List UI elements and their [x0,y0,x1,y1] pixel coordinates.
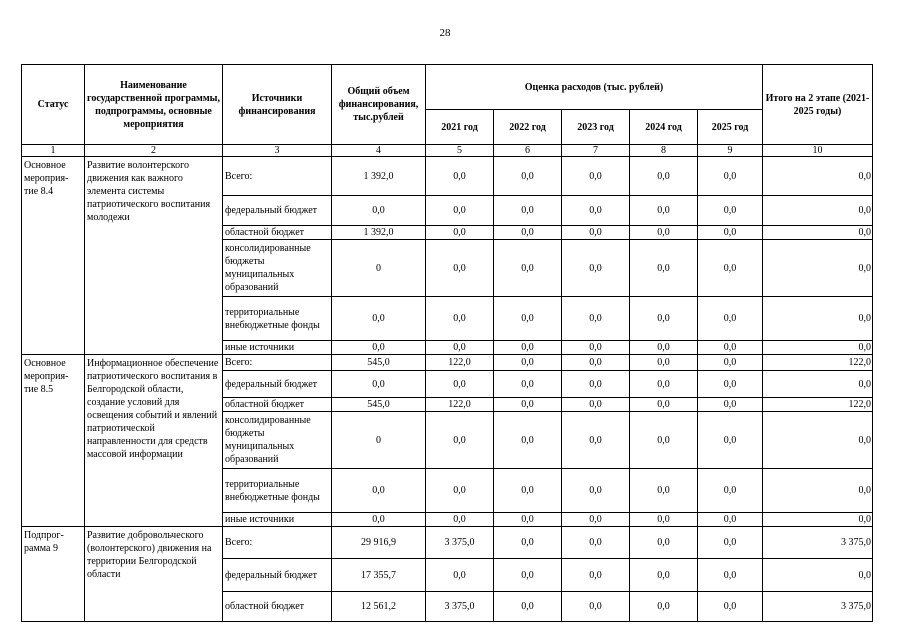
stage-total-cell: 0,0 [763,341,873,355]
total-cell: 1 392,0 [332,157,426,196]
year-2022-cell: 0,0 [494,157,562,196]
year-2022-cell: 0,0 [494,412,562,469]
stage-total-cell: 0,0 [763,412,873,469]
year-2025-cell: 0,0 [698,592,763,622]
year-2022-cell: 0,0 [494,240,562,297]
year-2023-cell: 0,0 [562,196,630,226]
source-cell: областной бюджет [223,592,332,622]
year-2021-cell: 0,0 [426,226,494,240]
stage-total-cell: 0,0 [763,371,873,398]
year-2023-cell: 0,0 [562,226,630,240]
year-2022-cell: 0,0 [494,469,562,513]
total-cell: 0 [332,240,426,297]
total-cell: 0,0 [332,341,426,355]
column-number: 9 [698,145,763,157]
stage-total-cell: 0,0 [763,157,873,196]
header-year-2024: 2024 год [630,110,698,145]
column-number: 4 [332,145,426,157]
column-number: 3 [223,145,332,157]
program-name-cell: Развитие добровольческого (волонтерского) движения на территории Белгородской области [85,527,223,622]
stage-total-cell: 0,0 [763,559,873,592]
year-2024-cell: 0,0 [630,469,698,513]
year-2024-cell: 0,0 [630,371,698,398]
source-cell: иные источники [223,513,332,527]
program-name-cell: Информационное обеспечение патриотического воспитания в Белгородской области, создание условий для освещения событий и явлений патриотической направленности для средств массовой информации [85,355,223,527]
year-2023-cell: 0,0 [562,527,630,559]
total-cell: 545,0 [332,355,426,371]
year-2025-cell: 0,0 [698,371,763,398]
year-2025-cell: 0,0 [698,513,763,527]
column-number: 6 [494,145,562,157]
header-year-2021: 2021 год [426,110,494,145]
source-cell: иные источники [223,341,332,355]
year-2023-cell: 0,0 [562,513,630,527]
year-2021-cell: 0,0 [426,371,494,398]
total-cell: 12 561,2 [332,592,426,622]
year-2023-cell: 0,0 [562,559,630,592]
stage-total-cell: 0,0 [763,297,873,341]
year-2021-cell: 122,0 [426,355,494,371]
column-number: 1 [22,145,85,157]
year-2022-cell: 0,0 [494,355,562,371]
year-2023-cell: 0,0 [562,412,630,469]
year-2021-cell: 0,0 [426,412,494,469]
stage-total-cell: 0,0 [763,469,873,513]
status-cell: Основное мероприя-тие 8.4 [22,157,85,355]
stage-total-cell: 3 375,0 [763,592,873,622]
stage-total-cell: 3 375,0 [763,527,873,559]
header-total-volume: Общий объем финансирования, тыс.рублей [332,65,426,145]
budget-table [21,64,873,622]
year-2024-cell: 0,0 [630,240,698,297]
year-2024-cell: 0,0 [630,226,698,240]
page-number: 28 [439,27,451,39]
year-2025-cell: 0,0 [698,341,763,355]
stage-total-cell: 0,0 [763,196,873,226]
year-2021-cell: 0,0 [426,240,494,297]
year-2025-cell: 0,0 [698,398,763,412]
total-cell: 0,0 [332,297,426,341]
year-2023-cell: 0,0 [562,157,630,196]
source-cell: областной бюджет [223,226,332,240]
status-cell: Подпрог-рамма 9 [22,527,85,622]
header-year-2023: 2023 год [562,110,630,145]
stage-total-cell: 0,0 [763,226,873,240]
year-2024-cell: 0,0 [630,559,698,592]
year-2024-cell: 0,0 [630,592,698,622]
year-2025-cell: 0,0 [698,412,763,469]
year-2022-cell: 0,0 [494,341,562,355]
total-cell: 1 392,0 [332,226,426,240]
year-2024-cell: 0,0 [630,513,698,527]
year-2023-cell: 0,0 [562,355,630,371]
year-2025-cell: 0,0 [698,240,763,297]
year-2021-cell: 122,0 [426,398,494,412]
stage-total-cell: 0,0 [763,513,873,527]
year-2021-cell: 0,0 [426,297,494,341]
column-number: 8 [630,145,698,157]
year-2023-cell: 0,0 [562,469,630,513]
year-2024-cell: 0,0 [630,355,698,371]
total-cell: 0,0 [332,371,426,398]
total-cell: 0,0 [332,469,426,513]
year-2022-cell: 0,0 [494,559,562,592]
source-cell: федеральный бюджет [223,196,332,226]
status-cell: Основное мероприя-тие 8.5 [22,355,85,527]
column-numbers-row [22,145,873,157]
stage-total-cell: 0,0 [763,240,873,297]
header-status: Статус [22,65,85,145]
year-2021-cell: 0,0 [426,469,494,513]
year-2024-cell: 0,0 [630,196,698,226]
year-2021-cell: 3 375,0 [426,592,494,622]
source-cell: областной бюджет [223,398,332,412]
year-2023-cell: 0,0 [562,398,630,412]
year-2025-cell: 0,0 [698,196,763,226]
source-cell: территориальные внебюджетные фонды [223,297,332,341]
year-2021-cell: 3 375,0 [426,527,494,559]
year-2022-cell: 0,0 [494,527,562,559]
column-number: 7 [562,145,630,157]
year-2024-cell: 0,0 [630,527,698,559]
year-2025-cell: 0,0 [698,559,763,592]
year-2021-cell: 0,0 [426,559,494,592]
year-2025-cell: 0,0 [698,226,763,240]
total-cell: 29 916,9 [332,527,426,559]
year-2025-cell: 0,0 [698,527,763,559]
source-cell: Всего: [223,157,332,196]
column-number: 5 [426,145,494,157]
year-2025-cell: 0,0 [698,157,763,196]
year-2021-cell: 0,0 [426,196,494,226]
year-2022-cell: 0,0 [494,398,562,412]
year-2022-cell: 0,0 [494,226,562,240]
year-2022-cell: 0,0 [494,513,562,527]
year-2025-cell: 0,0 [698,355,763,371]
source-cell: территориальные внебюджетные фонды [223,469,332,513]
total-cell: 0 [332,412,426,469]
column-number: 10 [763,145,873,157]
source-cell: федеральный бюджет [223,559,332,592]
header-name: Наименование государственной программы, подпрограммы, основные мероприятия [85,65,223,145]
year-2023-cell: 0,0 [562,371,630,398]
total-cell: 0,0 [332,513,426,527]
year-2023-cell: 0,0 [562,592,630,622]
year-2021-cell: 0,0 [426,157,494,196]
year-2022-cell: 0,0 [494,196,562,226]
year-2022-cell: 0,0 [494,297,562,341]
year-2021-cell: 0,0 [426,513,494,527]
stage-total-cell: 122,0 [763,355,873,371]
year-2022-cell: 0,0 [494,592,562,622]
source-cell: Всего: [223,527,332,559]
year-2023-cell: 0,0 [562,341,630,355]
program-name-cell: Развитие волонтерского движения как важного элемента системы патриотического воспитания молодежи [85,157,223,355]
header-year-2022: 2022 год [494,110,562,145]
stage-total-cell: 122,0 [763,398,873,412]
year-2025-cell: 0,0 [698,469,763,513]
column-number: 2 [85,145,223,157]
year-2024-cell: 0,0 [630,297,698,341]
year-2024-cell: 0,0 [630,341,698,355]
header-stage-total: Итого на 2 этапе (2021-2025 годы) [763,65,873,145]
source-cell: консолидированные бюджеты муниципальных образований [223,240,332,297]
year-2024-cell: 0,0 [630,412,698,469]
total-cell: 17 355,7 [332,559,426,592]
year-2021-cell: 0,0 [426,341,494,355]
year-2023-cell: 0,0 [562,240,630,297]
table-row [22,157,873,196]
header-sources: Источники финансирования [223,65,332,145]
total-cell: 0,0 [332,196,426,226]
year-2024-cell: 0,0 [630,398,698,412]
year-2025-cell: 0,0 [698,297,763,341]
header-estimate: Оценка расходов (тыс. рублей) [426,65,763,110]
source-cell: федеральный бюджет [223,371,332,398]
table-row [22,527,873,559]
year-2024-cell: 0,0 [630,157,698,196]
total-cell: 545,0 [332,398,426,412]
source-cell: Всего: [223,355,332,371]
table-row [22,355,873,371]
year-2023-cell: 0,0 [562,297,630,341]
source-cell: консолидированные бюджеты муниципальных образований [223,412,332,469]
header-year-2025: 2025 год [698,110,763,145]
year-2022-cell: 0,0 [494,371,562,398]
